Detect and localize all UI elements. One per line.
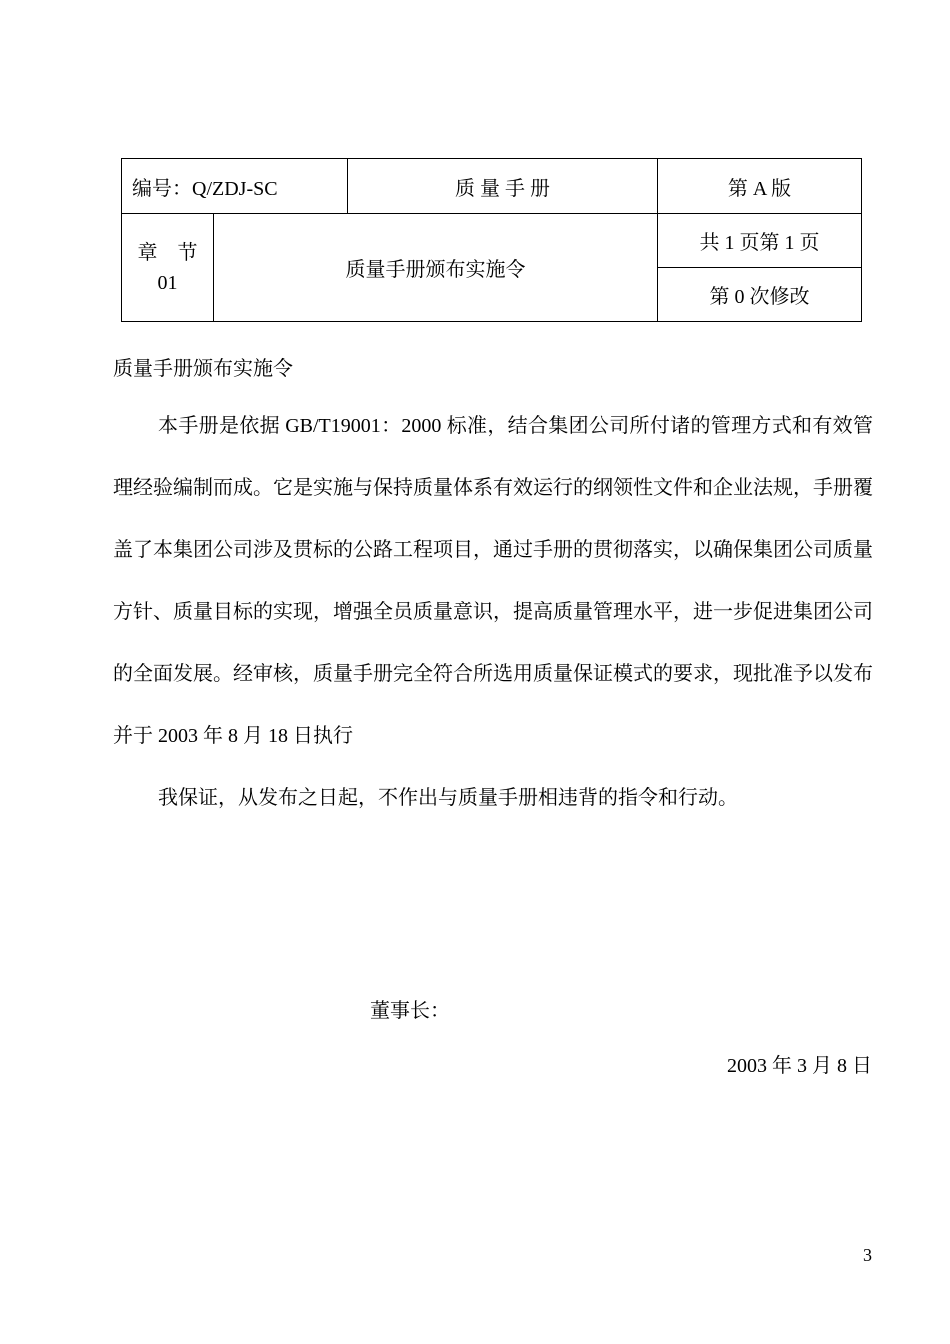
manual-name: 质 量 手 册 bbox=[348, 159, 658, 214]
chapter-cell bbox=[122, 214, 214, 322]
revision-number: 第 0 次修改 bbox=[658, 268, 862, 322]
chapter-label: 章 节 bbox=[137, 241, 198, 264]
document-header-table bbox=[121, 158, 862, 322]
section-title: 质量手册颁布实施令 bbox=[214, 214, 658, 322]
document-body bbox=[113, 395, 873, 829]
edition: 第 A 版 bbox=[658, 159, 862, 214]
signature-date: 2003 年 3 月 8 日 bbox=[727, 1055, 872, 1077]
page-number: 3 bbox=[863, 1245, 872, 1265]
chapter-number: 01 bbox=[157, 271, 178, 294]
page-count: 共 1 页第 1 页 bbox=[658, 214, 862, 268]
signature-label: 董事长： bbox=[370, 1000, 450, 1022]
body-paragraph-1: 本手册是依据 GB/T19001：2000 标准，结合集团公司所付诸的管理方式和有效管理经验编制而成。它是实施与保持质量体系有效运行的纲领性文件和企业法规，手册覆盖了本集团公司涉及贯标的公路工程项目，通过手册的贯彻落实，以确保集团公司质量方针、质量目标的实现，增强全员质量意识，提高质量管理水平，进一步促进集团公司的全面发展。经审核，质量手册完全符合所选用质量保证模式的要求，现批准予以发布并于 2003 年 8 月 18 日执行 bbox=[113, 415, 873, 747]
document-title: 质量手册颁布实施令 bbox=[113, 358, 293, 380]
document-code: 编号：Q/ZDJ-SC bbox=[122, 159, 348, 214]
body-paragraph-2: 我保证，从发布之日起，不作出与质量手册相违背的指令和行动。 bbox=[158, 787, 738, 809]
